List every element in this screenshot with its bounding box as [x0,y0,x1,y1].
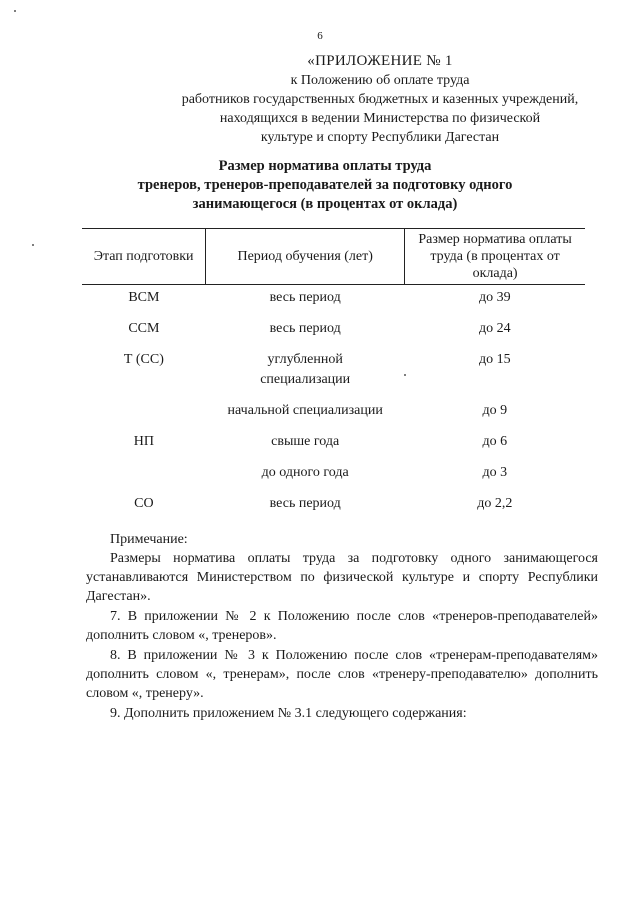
table-row [82,432,585,463]
cell-norm: до 6 [482,434,508,449]
note-heading: Примечание: [110,532,188,547]
appendix-line: культуре и спорту Республики Дагестан [260,130,500,145]
table-header-row [82,229,585,285]
table-row [82,401,585,432]
table-row [82,494,585,525]
scan-speck [14,10,16,12]
norm-table [82,228,585,525]
table-row [82,285,585,320]
item-9: 9. Дополнить приложением № 3.1 следующего содержания: [110,706,467,721]
appendix-header [160,52,600,147]
cell-period: начальной специализации [227,403,383,418]
table-row [82,319,585,350]
notes-section [86,530,598,723]
appendix-line: находящихся в ведении Министерства по физической [219,111,541,126]
cell-stage: НП [133,434,154,449]
header-period: Период обучения (лет) [206,229,405,285]
document-title-line: Размер норматива оплаты труда [218,158,432,174]
cell-period: свыше года [271,434,340,449]
cell-norm: до 39 [479,290,511,305]
scan-speck [404,374,406,376]
cell-period: весь период [269,290,341,305]
appendix-title: «ПРИЛОЖЕНИЕ № 1 [307,53,453,69]
cell-period: углубленной специализации [260,352,351,387]
header-norm: Размер норматива оплаты труда (в процентах от оклада) [405,229,585,285]
header-stage: Этап подготовки [82,229,206,285]
cell-stage [82,463,206,494]
table-row [82,350,585,401]
cell-stage: ВСМ [128,290,160,305]
note-text: Размеры норматива оплаты труда за подготовку одного занимающегося устанавливаются Министерством по физической культуре и спорту Республики Дагестан». [86,551,598,604]
table-row [82,463,585,494]
scan-speck [32,244,34,246]
item-8: 8. В приложении № 3 к Положению после слов «тренерам-преподавателям» дополнить словом «, тренерам», после слов «тренеру-преподавателю» дополнить словом «, тренеру». [86,648,598,701]
cell-stage [82,401,206,432]
cell-period: весь период [269,321,341,336]
cell-norm: до 24 [479,321,511,336]
cell-stage: СО [134,496,154,511]
appendix-line: к Положению об оплате труда [290,73,470,88]
document-title-line: тренеров, тренеров-преподавателей за подготовку одного [137,177,513,193]
document-title [90,157,560,214]
page-number: 6 [317,30,323,42]
cell-stage: Т (СС) [123,352,164,367]
cell-period: до одного года [261,465,349,480]
cell-stage: ССМ [128,321,160,336]
appendix-line: работников государственных бюджетных и казенных учреждений, [181,92,579,107]
cell-period: весь период [269,496,341,511]
cell-norm: до 2,2 [477,496,513,511]
item-7: 7. В приложении № 2 к Положению после слов «тренеров-преподавателей» дополнить словом «, тренеров». [86,609,598,643]
cell-norm: до 3 [482,465,508,480]
cell-norm: до 9 [482,403,508,418]
cell-norm: до 15 [479,352,511,367]
document-title-line: занимающегося (в процентах от оклада) [192,196,458,212]
